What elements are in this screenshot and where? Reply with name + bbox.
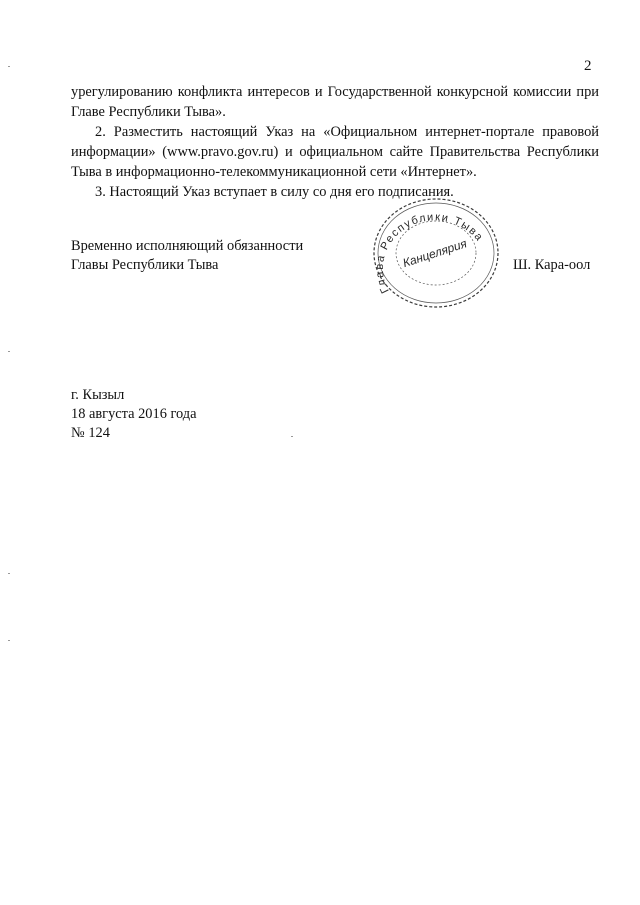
document-number: № 124	[71, 425, 110, 441]
seal-inner-text: Канцелярия	[401, 236, 469, 271]
official-seal	[367, 193, 505, 313]
scan-speck	[8, 66, 10, 67]
page-number: 2	[584, 58, 592, 74]
seal-outer-text: Глава Республики Тыва	[373, 211, 486, 296]
document-footer	[71, 386, 197, 443]
signer-title-line2: Главы Республики Тыва	[71, 257, 219, 273]
paragraph-3: 3. Настоящий Указ вступает в силу со дня его подписания.	[95, 184, 454, 200]
scan-speck	[8, 351, 10, 352]
scan-speck	[291, 436, 293, 437]
document-body	[71, 82, 599, 202]
date: 18 августа 2016 года	[71, 406, 197, 422]
signer-title-line1: Временно исполняющий обязанности	[71, 238, 304, 254]
paragraph-2: 2. Разместить настоящий Указ на «Официальном интернет-портале правовой информации» (www.pravo.gov.ru) и официальном сайте Правительства Республики Тыва в информационно-телекоммуникационной сети «Интернет».	[71, 124, 599, 180]
signature-block	[71, 237, 303, 275]
scan-speck	[8, 573, 10, 574]
paragraph-continuation: урегулированию конфликта интересов и Государственной конкурсной комиссии при Главе Республики Тыва».	[71, 84, 599, 120]
signer-name: Ш. Кара-оол	[513, 257, 591, 273]
scan-speck	[8, 640, 10, 641]
city: г. Кызыл	[71, 387, 125, 403]
